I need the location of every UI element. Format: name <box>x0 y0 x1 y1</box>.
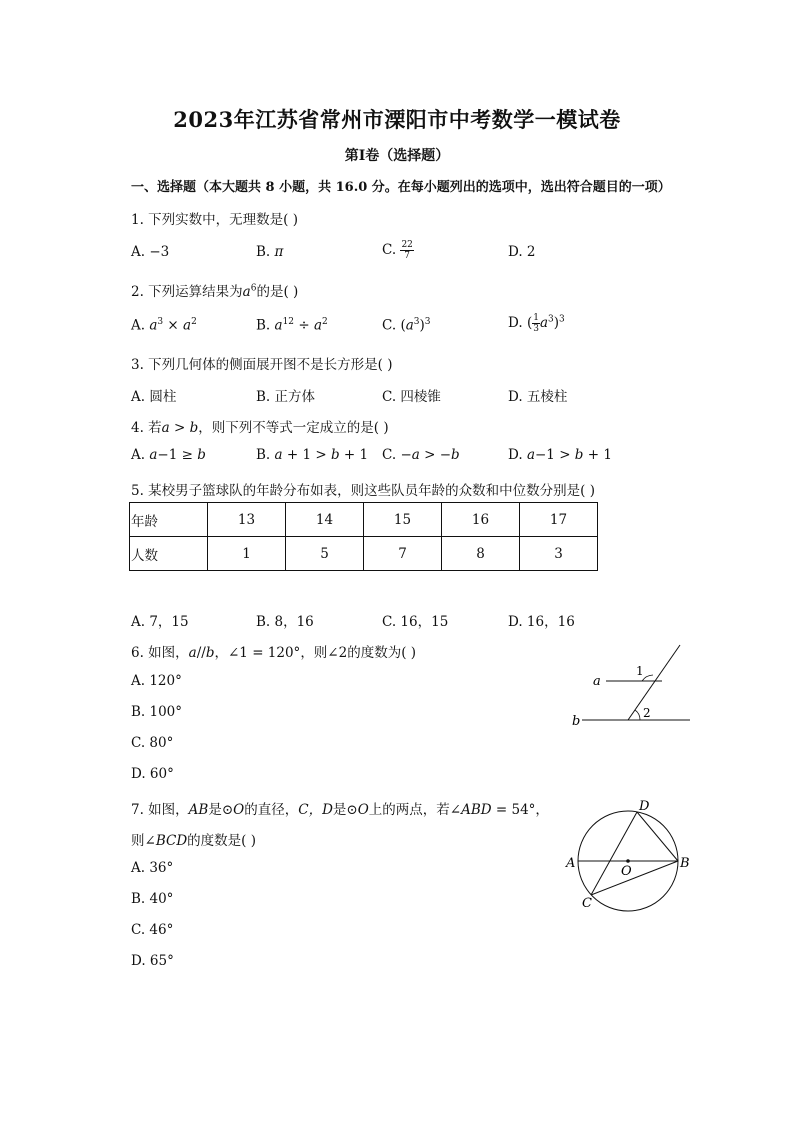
q3-option-b: B. 正方体 <box>256 389 316 405</box>
q7-text: 则∠ <box>131 833 156 849</box>
q2-stem-var: a <box>242 284 251 300</box>
table-cell: 13 <box>208 503 286 537</box>
label-b: b <box>572 714 581 729</box>
q7-text: 7. 如图， <box>131 802 189 818</box>
question-6-stem: 6. 如图，a//b，∠1 = 120°，则∠2的度数为( ) <box>131 645 417 661</box>
q1-option-b-label: B. <box>256 244 275 260</box>
q2-option-d: D. ( $\frac{1}{3}$ $a^3)^3$ <box>508 313 565 334</box>
q4-option-d-label: D. <box>508 447 527 463</box>
label-o: O <box>621 864 632 879</box>
q5-option-a: A. 7，15 <box>131 614 189 630</box>
question-5-stem: 5. 某校男子篮球队的年龄分布如表，则这些队员年龄的众数和中位数分别是( ) <box>131 483 595 499</box>
q4-stem-text: 4. 若 <box>131 420 162 436</box>
q4-option-b-label: B. <box>256 447 275 463</box>
q2-option-b-label: B. <box>256 317 275 334</box>
q7-option-a: A. 36° <box>131 860 174 876</box>
q4-option-b: B. a + 1 > b + 1 <box>256 447 369 463</box>
q5-option-b: B. 8，16 <box>256 614 314 630</box>
q7-text: 上的两点，若∠ <box>368 802 462 818</box>
table-cell: 3 <box>520 537 598 571</box>
label-a: A <box>566 856 576 871</box>
chord-cb <box>591 861 678 895</box>
q7-text: 是⊙ <box>208 802 234 818</box>
q1-option-b <box>256 244 283 260</box>
question-7-stem-line2 <box>131 829 256 849</box>
q2-option-a-label: A. <box>131 317 150 334</box>
q2-stem-text: 2. 下列运算结果为 <box>131 284 243 300</box>
q6-stem-text: 6. 如图， <box>131 645 189 661</box>
q2-option-b: B. $a^{12} \div a^2$ <box>256 317 328 334</box>
label-a: a <box>593 674 601 689</box>
q2-option-c-label: C. <box>382 317 401 334</box>
q3-option-d: D. 五棱柱 <box>508 389 568 405</box>
question-1-stem: 1. 下列实数中，无理数是( ) <box>131 212 298 228</box>
label-c: C <box>582 896 592 911</box>
q6-stem-text-end: ，则∠2的度数为( ) <box>300 645 417 661</box>
q7-var-bcd: BCD <box>155 833 188 849</box>
q2-option-d-fraction <box>532 313 540 334</box>
q6-option-c: C. 80° <box>131 735 174 751</box>
q1-option-c-fraction <box>400 240 413 261</box>
q3-option-c: C. 四棱锥 <box>382 389 441 405</box>
q1-option-b-value: π <box>274 244 284 260</box>
q7-text: 的度数是( ) <box>187 833 256 849</box>
q5-option-d: D. 16，16 <box>508 614 575 630</box>
q7-var-o: O <box>233 802 245 818</box>
q7-text: 的直径， <box>244 802 299 818</box>
question-3-stem: 3. 下列几何体的侧面展开图不是长方形是( ) <box>131 357 393 373</box>
q4-stem-text-end: ，则下列不等式一定成立的是( ) <box>198 420 389 436</box>
q6-option-a: A. 120° <box>131 673 182 689</box>
table-header-count: 人数 <box>130 537 208 571</box>
q2-stem-text-end: 的是( ) <box>256 284 299 300</box>
center-point <box>626 859 630 863</box>
q6-option-b: B. 100° <box>131 704 183 720</box>
q2-option-c: C. $(a^3)^3$ <box>382 317 431 334</box>
q7-option-c: C. 46° <box>131 922 174 938</box>
q2-stem-exp: 6 <box>250 283 257 294</box>
q1-option-c-label: C. <box>382 242 401 258</box>
q7-option-d: D. 65° <box>131 953 174 969</box>
table-cell: 7 <box>364 537 442 571</box>
q3-option-a: A. 圆柱 <box>131 389 177 405</box>
circle-figure <box>560 795 700 920</box>
label-d: D <box>639 799 650 814</box>
angle-2-arc <box>635 710 640 720</box>
table-header-age: 年龄 <box>130 503 208 537</box>
q4-option-a-label: A. <box>131 447 150 463</box>
transversal-line <box>628 645 680 720</box>
table-cell: 15 <box>364 503 442 537</box>
q7-text: 是⊙ <box>332 802 358 818</box>
table-cell: 8 <box>442 537 520 571</box>
label-angle-2: 2 <box>643 706 651 720</box>
q1-option-a: A. −3 <box>131 244 170 260</box>
q7-var-cd: C，D <box>298 802 333 818</box>
age-distribution-table <box>129 502 598 571</box>
question-7-stem-line1: 7. 如图，AB是⊙O的直径，C，D是⊙O上的两点，若∠ABD = 54°， <box>131 802 549 818</box>
table-cell: 1 <box>208 537 286 571</box>
table-cell: 16 <box>442 503 520 537</box>
fraction-numerator: 22 <box>401 240 413 250</box>
question-4-stem: 4. 若a > b，则下列不等式一定成立的是( ) <box>131 420 389 436</box>
chord-dc <box>591 812 637 895</box>
q2-option-d-label: D. <box>508 315 527 331</box>
table-cell: 17 <box>520 503 598 537</box>
section-heading: 一、选择题（本大题共 8 小题，共 16.0 分。在每小题列出的选项中，选出符合题目的一项） <box>131 180 671 195</box>
table-row <box>130 503 598 537</box>
q2-option-a: A. $a^3 \times a^2$ <box>131 317 197 334</box>
q6-stem-sep: ， <box>214 645 228 661</box>
q4-option-d: D. a−1 > b + 1 <box>508 447 612 463</box>
q7-var-ab: AB <box>188 802 209 818</box>
parallel-lines-figure <box>560 640 700 735</box>
q4-option-c-label: C. <box>382 447 401 463</box>
table-cell: 5 <box>286 537 364 571</box>
page-title: 2023年江苏省常州市溧阳市中考数学一模试卷 <box>173 107 621 132</box>
fraction-denominator: 7 <box>404 251 411 261</box>
q7-var-abd: ABD <box>461 802 492 818</box>
table-row <box>130 537 598 571</box>
label-angle-1: 1 <box>636 664 644 678</box>
q4-option-c: C. −a > −b <box>382 447 460 463</box>
label-b: B <box>680 856 690 871</box>
q1-option-c <box>382 240 414 261</box>
fraction-numerator: 1 <box>533 313 539 323</box>
table-cell: 14 <box>286 503 364 537</box>
q4-option-a: A. a−1 ≥ b <box>131 447 206 463</box>
q6-option-d: D. 60° <box>131 766 174 782</box>
q5-option-c: C. 16，15 <box>382 614 449 630</box>
page-subtitle: 第I卷（选择题） <box>344 148 450 164</box>
q7-text: = 54°， <box>491 802 549 818</box>
q7-option-b: B. 40° <box>131 891 174 907</box>
fraction-denominator: 3 <box>533 324 539 334</box>
q1-option-d: D. 2 <box>508 244 536 260</box>
question-2-stem <box>131 280 298 300</box>
angle-1-arc <box>642 675 653 681</box>
